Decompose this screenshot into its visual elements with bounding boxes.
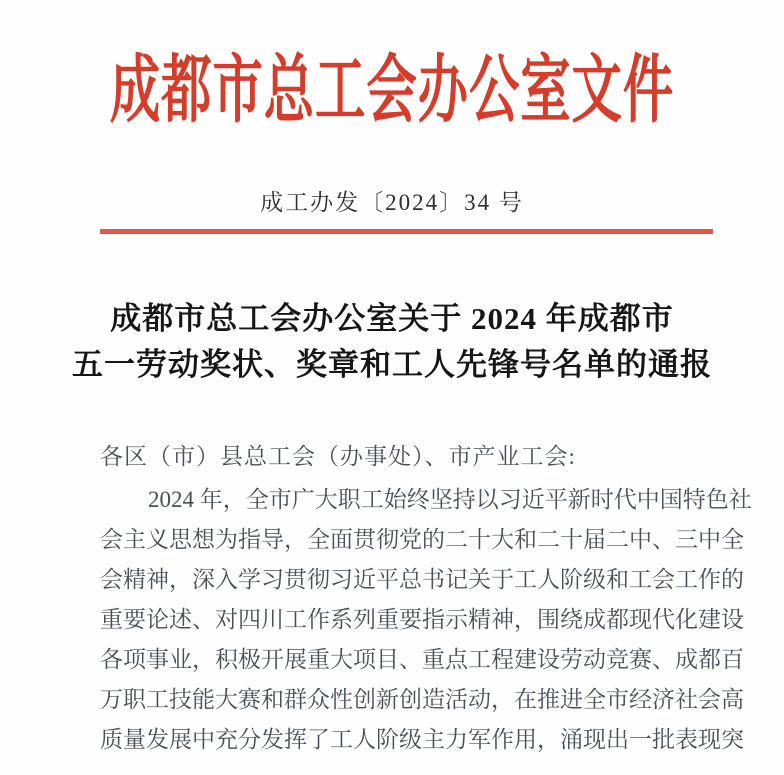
body-paragraph xyxy=(100,480,752,760)
document-number: 成工办发〔2024〕34 号 xyxy=(260,190,524,215)
body-line: 2024 年，全市广大职工始终坚持以习近平新时代中国特色社 xyxy=(148,487,752,512)
body-line: 会精神，深入学习贯彻习近平总书记关于工人阶级和工会工作的 xyxy=(100,567,744,592)
document-title-line-1: 成都市总工会办公室关于 2024 年成都市 xyxy=(110,301,674,336)
body-line: 质量发展中充分发挥了工人阶级主力军作用，涌现出一批表现突 xyxy=(100,727,744,752)
body-line: 会主义思想为指导，全面贯彻党的二十大和二十届二中、三中全 xyxy=(100,527,744,552)
body-line: 万职工技能大赛和群众性创新创造活动，在推进全市经济社会高 xyxy=(100,687,744,712)
letterhead-title: 成都市总工会办公室文件 xyxy=(109,50,675,133)
body-line: 重要论述、对四川工作系列重要指示精神，围绕成都现代化建设 xyxy=(100,607,744,632)
salutation-line: 各区（市）县总工会（办事处）、市产业工会: xyxy=(100,444,576,469)
document-title xyxy=(0,296,784,388)
document-title-line-2: 五一劳动奖状、奖章和工人先锋号名单的通报 xyxy=(72,347,712,382)
body-line: 各项事业，积极开展重大项目、重点工程建设劳动竞赛、成都百 xyxy=(100,647,744,672)
red-divider-rule xyxy=(100,229,713,234)
